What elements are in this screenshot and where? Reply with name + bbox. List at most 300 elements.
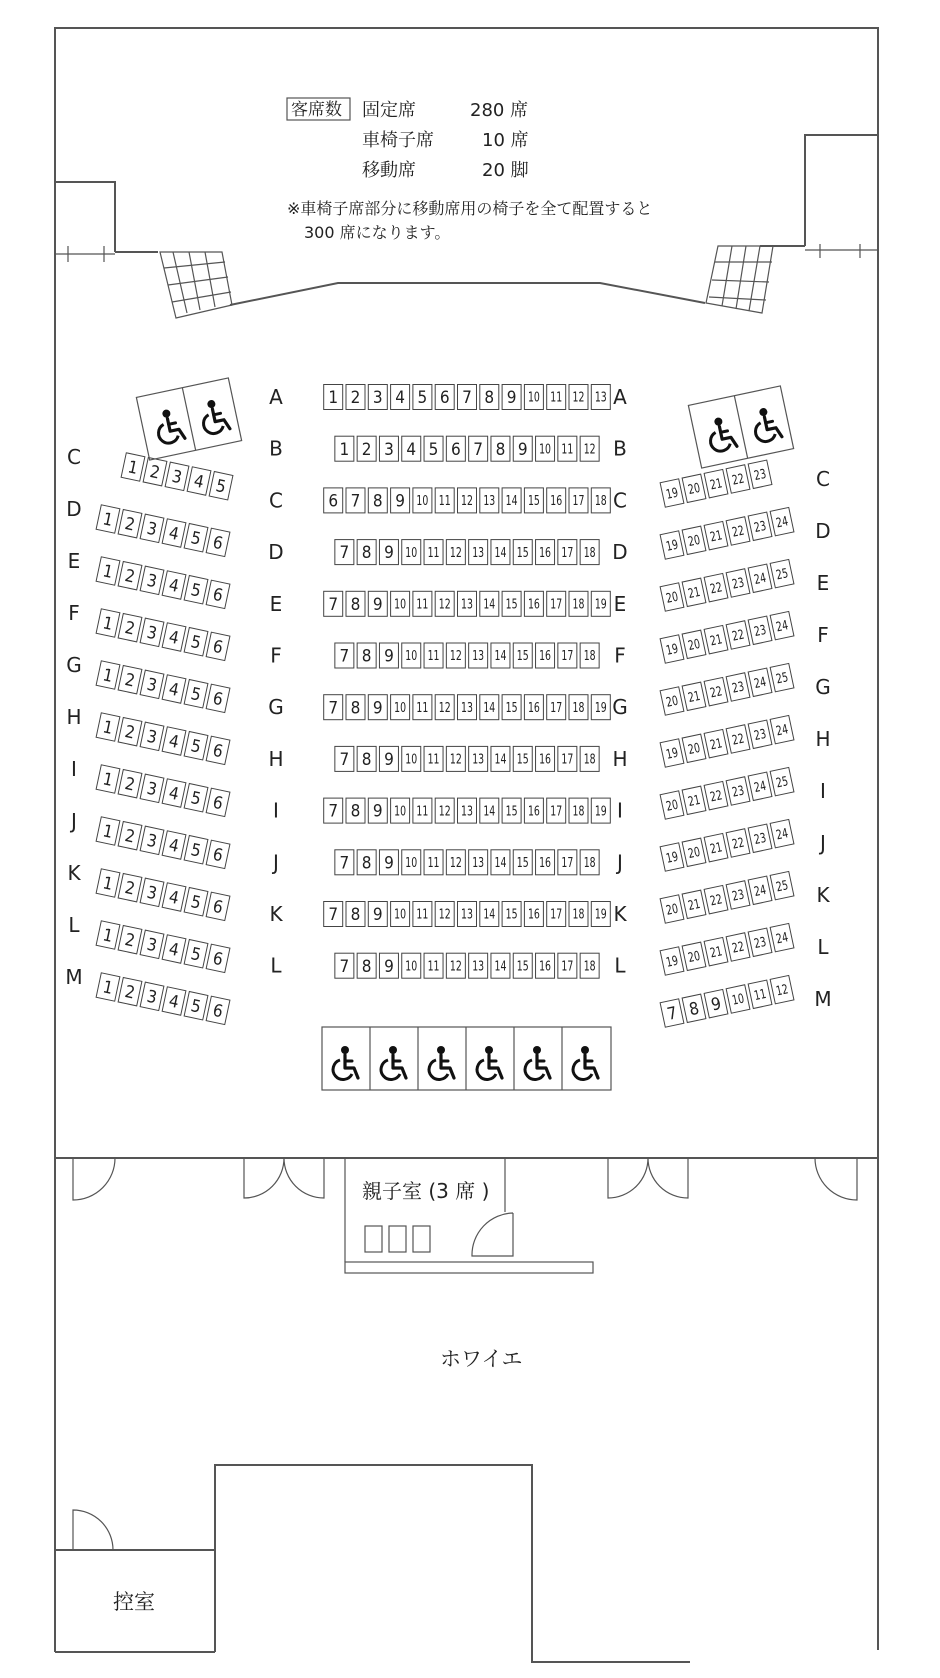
seat bbox=[660, 687, 684, 715]
capacity-note-line1: ※車椅子席部分に移動席用の椅子を全て配置すると bbox=[287, 199, 653, 218]
seat-number: 3 bbox=[144, 726, 159, 749]
seat bbox=[536, 850, 555, 875]
seat bbox=[704, 573, 728, 601]
seat-number: 5 bbox=[188, 840, 203, 862]
row-label-side: L bbox=[817, 935, 829, 959]
seat-number: 11 bbox=[427, 544, 440, 561]
row-label-side: K bbox=[67, 861, 81, 885]
seat bbox=[660, 843, 684, 871]
seat bbox=[379, 540, 398, 565]
seat-number: 12 bbox=[449, 958, 462, 974]
seat bbox=[726, 933, 750, 961]
seat-number: 19 bbox=[664, 744, 680, 763]
room-door bbox=[472, 1213, 513, 1256]
side-row bbox=[660, 715, 794, 767]
seat-number: 3 bbox=[144, 674, 159, 697]
seat-number: 5 bbox=[188, 632, 203, 654]
seat-number: 16 bbox=[539, 544, 551, 561]
side-row bbox=[660, 975, 794, 1027]
seat-number: 9 bbox=[506, 388, 517, 409]
room-seat bbox=[389, 1226, 406, 1252]
seat-number: 14 bbox=[505, 492, 518, 509]
seat-number: 1 bbox=[100, 925, 115, 947]
seat bbox=[184, 888, 208, 916]
seat bbox=[569, 385, 588, 410]
seat bbox=[591, 902, 610, 927]
seat-number: 11 bbox=[752, 985, 768, 1004]
seat-number: 5 bbox=[188, 892, 203, 914]
seat bbox=[187, 467, 211, 495]
seat bbox=[379, 850, 398, 875]
seat bbox=[446, 850, 465, 875]
seat-number: 5 bbox=[213, 476, 228, 498]
seat-number: 19 bbox=[664, 536, 680, 555]
seat-number: 17 bbox=[561, 958, 574, 974]
seat bbox=[162, 519, 186, 547]
seat-number: 22 bbox=[708, 787, 724, 805]
seat-number: 19 bbox=[664, 848, 680, 867]
seat-number: 9 bbox=[372, 594, 383, 615]
seat bbox=[682, 630, 706, 658]
seat-number: 18 bbox=[572, 803, 585, 819]
seat-number: 16 bbox=[527, 596, 540, 612]
seat-number: 12 bbox=[438, 906, 451, 922]
seat bbox=[491, 540, 510, 565]
seat-number: 23 bbox=[752, 465, 768, 484]
seat bbox=[682, 578, 706, 606]
seat-number: 8 bbox=[350, 698, 361, 719]
seat-number: 7 bbox=[339, 543, 350, 564]
seat-number: 22 bbox=[708, 891, 724, 909]
row-label-side: C bbox=[816, 467, 830, 491]
seat bbox=[402, 643, 421, 668]
seat-number: 24 bbox=[774, 617, 790, 635]
seat-number: 4 bbox=[166, 523, 181, 545]
seat-number: 3 bbox=[144, 830, 159, 853]
seat-number: 14 bbox=[483, 699, 496, 716]
seat bbox=[118, 613, 142, 641]
seat-number: 24 bbox=[752, 569, 768, 588]
seat-number: 11 bbox=[427, 958, 440, 974]
seat-number: 10 bbox=[416, 492, 429, 509]
seat bbox=[513, 746, 532, 771]
seat-number: 16 bbox=[550, 492, 563, 509]
side-row bbox=[96, 973, 230, 1025]
seat-number: 12 bbox=[438, 596, 451, 612]
seat-number: 10 bbox=[405, 544, 418, 561]
seat bbox=[524, 695, 543, 720]
seat-number: 3 bbox=[144, 934, 159, 957]
seat bbox=[513, 540, 532, 565]
seat-number: 15 bbox=[505, 803, 518, 819]
seat-number: 5 bbox=[188, 788, 203, 810]
seat bbox=[660, 583, 684, 611]
seat-number: 24 bbox=[774, 721, 790, 739]
seat bbox=[513, 850, 532, 875]
seat bbox=[748, 564, 772, 592]
seat bbox=[547, 798, 566, 823]
seat bbox=[682, 838, 706, 866]
seat-number: 6 bbox=[210, 688, 225, 711]
capacity-note-line2: 300 席になります。 bbox=[304, 223, 451, 242]
seat-number: 2 bbox=[122, 721, 137, 744]
row-label-side: C bbox=[67, 445, 81, 469]
row-label-side: E bbox=[67, 549, 81, 573]
seat-number: 17 bbox=[550, 699, 563, 716]
seat-number: 5 bbox=[188, 996, 203, 1018]
seat-number: 14 bbox=[494, 854, 507, 871]
seat-number: 20 bbox=[686, 739, 702, 758]
seat bbox=[770, 611, 794, 639]
seat bbox=[184, 576, 208, 604]
seat bbox=[140, 930, 164, 958]
seat bbox=[424, 436, 443, 461]
door-double-left bbox=[244, 1158, 324, 1198]
seat-number: 18 bbox=[583, 854, 596, 871]
row-label-right: E bbox=[613, 591, 627, 616]
row-label-right: D bbox=[612, 540, 628, 565]
seat-number: 19 bbox=[664, 484, 680, 503]
row-label-right: J bbox=[617, 850, 623, 875]
seat-number: 22 bbox=[730, 522, 746, 541]
parent-child-room bbox=[345, 1158, 593, 1273]
seat bbox=[96, 609, 120, 637]
seat bbox=[184, 680, 208, 708]
seat-number: 21 bbox=[708, 475, 724, 493]
row-label-right: A bbox=[613, 385, 627, 409]
seat bbox=[424, 643, 443, 668]
row-label-left: C bbox=[269, 488, 283, 513]
seat bbox=[558, 746, 577, 771]
seat-number: 23 bbox=[752, 829, 768, 848]
seat-number: 7 bbox=[328, 698, 339, 719]
seat bbox=[524, 798, 543, 823]
side-row bbox=[660, 663, 794, 715]
seat bbox=[480, 902, 499, 927]
seat bbox=[346, 902, 365, 927]
seat-number: 22 bbox=[730, 938, 746, 957]
seat-number: 11 bbox=[550, 389, 563, 405]
seat bbox=[726, 881, 750, 909]
seat-number: 15 bbox=[527, 492, 540, 509]
seat-number: 5 bbox=[188, 528, 203, 550]
seat-number: 22 bbox=[730, 730, 746, 749]
seat bbox=[402, 540, 421, 565]
seat bbox=[502, 902, 521, 927]
seat-number: 3 bbox=[384, 439, 394, 460]
seat-number: 3 bbox=[144, 518, 159, 541]
seat bbox=[704, 729, 728, 757]
seat-number: 6 bbox=[210, 948, 225, 971]
seat-number: 3 bbox=[169, 466, 184, 489]
seat bbox=[96, 869, 120, 897]
room-seat bbox=[365, 1226, 382, 1252]
waiting-room-door bbox=[73, 1510, 113, 1550]
seat bbox=[424, 850, 443, 875]
seat-number: 11 bbox=[416, 803, 429, 819]
seat bbox=[491, 643, 510, 668]
seat-number: 9 bbox=[372, 905, 383, 926]
seat bbox=[162, 987, 186, 1015]
seat-number: 5 bbox=[188, 580, 203, 602]
seat bbox=[118, 717, 142, 745]
seat-number: 16 bbox=[539, 648, 551, 664]
seat bbox=[206, 528, 230, 556]
seat-number: 13 bbox=[461, 699, 473, 716]
wheelchair-area-front-left bbox=[136, 378, 241, 460]
wheelchair-icon bbox=[333, 1046, 358, 1080]
seat bbox=[558, 953, 577, 978]
seat bbox=[726, 569, 750, 597]
row-label-left: B bbox=[269, 436, 283, 461]
seat-number: 1 bbox=[100, 561, 115, 583]
seat bbox=[357, 746, 376, 771]
seat-number: 21 bbox=[686, 791, 702, 810]
seat bbox=[165, 462, 189, 490]
seat bbox=[184, 992, 208, 1020]
seat bbox=[748, 616, 772, 644]
row-label-side: M bbox=[814, 987, 832, 1011]
seat-number: 7 bbox=[462, 388, 472, 409]
seat bbox=[346, 385, 365, 410]
seat-number: 23 bbox=[730, 678, 746, 697]
seat-number: 11 bbox=[416, 906, 429, 922]
capacity-fixed-count: 280 席 bbox=[470, 100, 529, 121]
seat bbox=[569, 902, 588, 927]
seat-number: 18 bbox=[572, 699, 585, 716]
seat-number: 9 bbox=[372, 801, 383, 822]
side-row bbox=[660, 559, 794, 611]
seat bbox=[770, 871, 794, 899]
capacity-movable-count: 20 脚 bbox=[482, 160, 529, 181]
seat-number: 10 bbox=[527, 389, 540, 405]
seat-number: 21 bbox=[708, 943, 724, 961]
seat-number: 12 bbox=[774, 981, 790, 999]
seat-number: 12 bbox=[461, 492, 473, 509]
seat-number: 13 bbox=[461, 906, 473, 922]
seat-number: 16 bbox=[539, 854, 551, 871]
side-row bbox=[660, 871, 794, 923]
seat bbox=[580, 643, 599, 668]
seat-number: 22 bbox=[730, 834, 746, 853]
seat bbox=[748, 668, 772, 696]
row-label-side: I bbox=[71, 757, 77, 781]
row-label-left: E bbox=[269, 591, 283, 616]
seat bbox=[96, 661, 120, 689]
seat bbox=[357, 850, 376, 875]
seat bbox=[524, 488, 543, 513]
seat bbox=[162, 675, 186, 703]
seat-number: 2 bbox=[122, 981, 137, 1004]
seat-number: 18 bbox=[583, 958, 596, 974]
seat bbox=[96, 765, 120, 793]
row-label-side: G bbox=[66, 653, 82, 677]
seat bbox=[770, 715, 794, 743]
seat-number: 23 bbox=[730, 886, 746, 905]
seat bbox=[140, 670, 164, 698]
seat-number: 8 bbox=[350, 801, 361, 822]
seat-number: 14 bbox=[494, 648, 507, 664]
capacity-label: 客席数 bbox=[291, 100, 342, 120]
seat bbox=[558, 436, 577, 461]
seat bbox=[206, 944, 230, 972]
wheelchair-area-rear bbox=[322, 1027, 611, 1090]
seat-number: 16 bbox=[527, 803, 540, 819]
seat bbox=[536, 436, 555, 461]
seat bbox=[748, 824, 772, 852]
seat-number: 15 bbox=[516, 854, 529, 871]
side-row bbox=[96, 713, 230, 765]
seat-number: 18 bbox=[583, 648, 596, 664]
seat bbox=[184, 732, 208, 760]
seat-number: 7 bbox=[328, 594, 339, 615]
seat-number: 13 bbox=[472, 544, 485, 561]
seat-number: 25 bbox=[774, 565, 790, 583]
seat bbox=[502, 591, 521, 616]
seat-number: 7 bbox=[328, 905, 339, 926]
door-right bbox=[815, 1158, 857, 1200]
row-label-right: G bbox=[612, 695, 628, 720]
seat bbox=[748, 512, 772, 540]
seat-number: 1 bbox=[100, 977, 115, 999]
waiting-room-label: 控室 bbox=[113, 1590, 155, 1614]
seat bbox=[770, 663, 794, 691]
seat-number: 14 bbox=[483, 596, 496, 612]
seat bbox=[547, 695, 566, 720]
seat-number: 9 bbox=[384, 543, 394, 564]
seat bbox=[346, 798, 365, 823]
seat bbox=[536, 953, 555, 978]
row-label-side: D bbox=[66, 497, 82, 521]
seat bbox=[335, 953, 354, 978]
seat bbox=[118, 769, 142, 797]
seat bbox=[524, 591, 543, 616]
seat-number: 4 bbox=[191, 471, 206, 493]
seat bbox=[206, 736, 230, 764]
seat-number: 13 bbox=[472, 648, 485, 664]
seat bbox=[140, 982, 164, 1010]
wheelchair-icon bbox=[381, 1046, 406, 1080]
seat bbox=[391, 902, 410, 927]
seat-number: 8 bbox=[484, 388, 495, 409]
side-row bbox=[96, 505, 230, 557]
seat-number: 18 bbox=[583, 544, 596, 561]
seat bbox=[368, 488, 387, 513]
seat-number: 6 bbox=[210, 532, 225, 555]
seat bbox=[118, 977, 142, 1005]
seat-number: 11 bbox=[427, 648, 440, 664]
row-label-side: M bbox=[65, 965, 83, 989]
door-double-right bbox=[608, 1158, 688, 1198]
seat bbox=[480, 385, 499, 410]
seat-number: 21 bbox=[686, 895, 702, 914]
seat bbox=[118, 925, 142, 953]
seat-number: 19 bbox=[594, 803, 607, 819]
seat bbox=[660, 479, 684, 507]
seat bbox=[209, 472, 233, 500]
seat bbox=[704, 677, 728, 705]
capacity-fixed-name: 固定席 bbox=[362, 100, 416, 121]
seat bbox=[748, 980, 772, 1008]
right-seat-block bbox=[660, 460, 832, 1027]
seat-number: 9 bbox=[395, 491, 405, 512]
seat-number: 20 bbox=[664, 796, 680, 815]
seat bbox=[368, 902, 387, 927]
seat bbox=[480, 591, 499, 616]
seat-number: 1 bbox=[100, 821, 115, 843]
row-label-side: J bbox=[71, 809, 77, 833]
seat-number: 8 bbox=[372, 491, 383, 512]
seat-number: 20 bbox=[686, 843, 702, 862]
seat-number: 2 bbox=[147, 461, 162, 484]
seat-number: 5 bbox=[188, 736, 203, 758]
seat bbox=[660, 531, 684, 559]
seat bbox=[469, 746, 488, 771]
seat bbox=[391, 798, 410, 823]
seat bbox=[469, 643, 488, 668]
seat bbox=[704, 885, 728, 913]
seat bbox=[140, 826, 164, 854]
seat-number: 25 bbox=[774, 877, 790, 895]
seat bbox=[206, 580, 230, 608]
side-row bbox=[96, 557, 230, 609]
seat bbox=[569, 798, 588, 823]
seat-number: 3 bbox=[144, 986, 159, 1009]
seat bbox=[391, 488, 410, 513]
wheelchair-area-front-right bbox=[688, 386, 793, 468]
seat-number: 16 bbox=[539, 751, 551, 767]
left-seat-block bbox=[65, 445, 233, 1025]
seat-number: 4 bbox=[166, 731, 181, 753]
side-row bbox=[121, 453, 233, 500]
wheelchair-icon bbox=[573, 1046, 598, 1080]
seat bbox=[206, 840, 230, 868]
seat-number: 24 bbox=[752, 673, 768, 692]
seat bbox=[206, 788, 230, 816]
seat-number: 15 bbox=[516, 751, 529, 767]
seat-number: 5 bbox=[188, 684, 203, 706]
seat bbox=[435, 385, 454, 410]
seat-number: 1 bbox=[100, 717, 115, 739]
seat bbox=[591, 591, 610, 616]
seat bbox=[96, 505, 120, 533]
seat bbox=[162, 571, 186, 599]
wheelchair-icon bbox=[429, 1046, 454, 1080]
seat bbox=[121, 453, 145, 481]
seat bbox=[502, 488, 521, 513]
seat bbox=[446, 643, 465, 668]
seat-number: 2 bbox=[361, 439, 372, 460]
seat-number: 23 bbox=[752, 933, 768, 952]
seat bbox=[660, 635, 684, 663]
seat bbox=[458, 591, 477, 616]
seat bbox=[580, 540, 599, 565]
row-label-left: F bbox=[270, 643, 282, 668]
seat bbox=[591, 488, 610, 513]
seat-number: 8 bbox=[350, 905, 361, 926]
row-label-left: K bbox=[269, 902, 283, 926]
seat bbox=[357, 953, 376, 978]
row-label-right: C bbox=[613, 488, 627, 513]
seat bbox=[379, 643, 398, 668]
seat-number: 7 bbox=[339, 646, 350, 667]
seat-number: 22 bbox=[708, 683, 724, 701]
seat-number: 5 bbox=[428, 439, 439, 460]
seat-number: 16 bbox=[539, 958, 551, 974]
seat bbox=[206, 892, 230, 920]
seat-number: 15 bbox=[505, 906, 518, 922]
seat-number: 2 bbox=[350, 388, 361, 409]
